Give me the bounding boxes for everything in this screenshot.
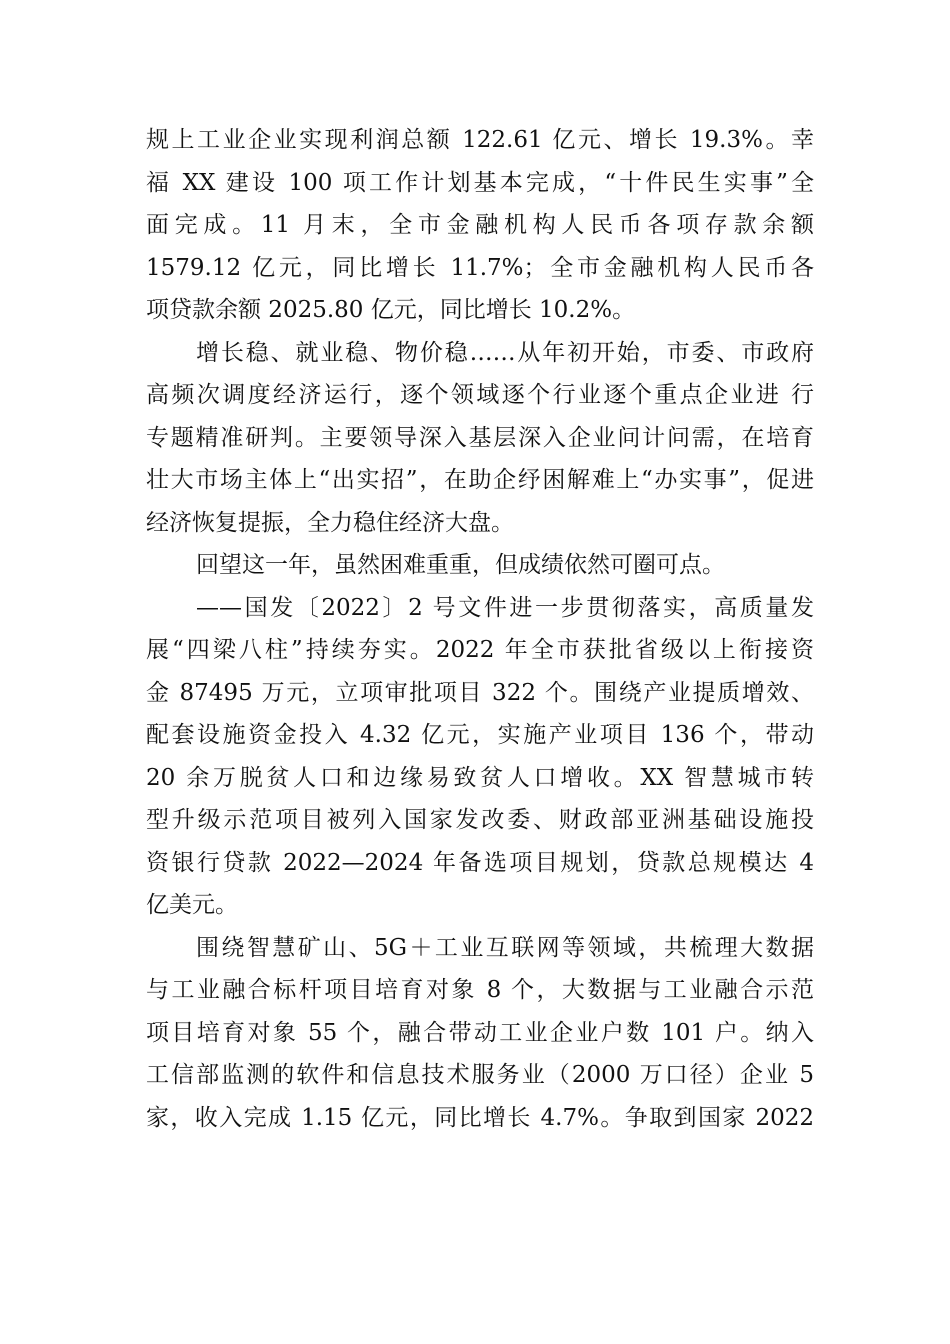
- text-line: 专题精准研判。主要领导深入基层深入企业问计问需，在培育: [146, 424, 814, 451]
- text-line: 高频次调度经济运行，逐个领域逐个行业逐个重点企业进 行: [146, 382, 814, 408]
- text-line: 家，收入完成 1.15 亿元，同比增长 4.7%。争取到国家 2022: [146, 1104, 814, 1131]
- text-line: 项目培育对象 55 个，融合带动工业企业户数 101 户。纳入: [146, 1019, 814, 1046]
- text-line: 资银行贷款 2022—2024 年备选项目规划，贷款总规模达 4: [146, 849, 814, 876]
- paragraph-stable-growth: [146, 332, 814, 545]
- text-line: 增长稳、就业稳、物价稳……从年初开始，市委、市政府: [196, 339, 814, 366]
- paragraph-big-data-industry: [146, 927, 814, 1140]
- text-line: 壮大市场主体上“出实招”，在助企纾困解难上“办实事”，促进: [146, 467, 814, 493]
- text-line: 经济恢复提振，全力稳住经济大盘。: [146, 509, 514, 536]
- text-line: 福 XX 建设 100 项工作计划基本完成，“十件民生实事”全: [146, 169, 814, 196]
- text-line: 规上工业企业实现利润总额 122.61 亿元、增长 19.3%。幸: [146, 127, 814, 153]
- text-line: ——国发〔2022〕2 号文件进一步贯彻落实，高质量发: [196, 594, 814, 621]
- text-line: 面完成。11 月末，全市金融机构人民币各项存款余额: [146, 212, 814, 238]
- text-line: 展“四梁八柱”持续夯实。2022 年全市获批省级以上衔接资: [146, 637, 814, 663]
- text-line: 20 余万脱贫人口和边缘易致贫人口增收。XX 智慧城市转: [146, 764, 814, 791]
- text-line: 项贷款余额 2025.80 亿元，同比增长 10.2%。: [146, 297, 636, 323]
- document-body: [146, 119, 814, 1139]
- text-line: 金 87495 万元，立项审批项目 322 个。围绕产业提质增效、: [146, 679, 814, 706]
- paragraph-looking-back: [146, 544, 814, 587]
- text-line: 型升级示范项目被列入国家发改委、财政部亚洲基础设施投: [146, 807, 814, 833]
- text-line: 与工业融合标杆项目培育对象 8 个，大数据与工业融合示范: [146, 977, 814, 1003]
- text-line: 回望这一年，虽然困难重重，但成绩依然可圈可点。: [196, 552, 725, 578]
- text-line: 1579.12 亿元，同比增长 11.7%；全市金融机构人民币各: [146, 254, 814, 281]
- text-line: 亿美元。: [146, 892, 238, 918]
- paragraph-profits-deposits: [146, 119, 814, 332]
- text-line: 围绕智慧矿山、5G＋工业互联网等领域，共梳理大数据: [196, 934, 814, 961]
- text-line: 工信部监测的软件和信息技术服务业（2000 万口径）企业 5: [146, 1062, 814, 1088]
- paragraph-document-2022-2: [146, 587, 814, 927]
- text-line: 配套设施资金投入 4.32 亿元，实施产业项目 136 个，带动: [146, 722, 814, 748]
